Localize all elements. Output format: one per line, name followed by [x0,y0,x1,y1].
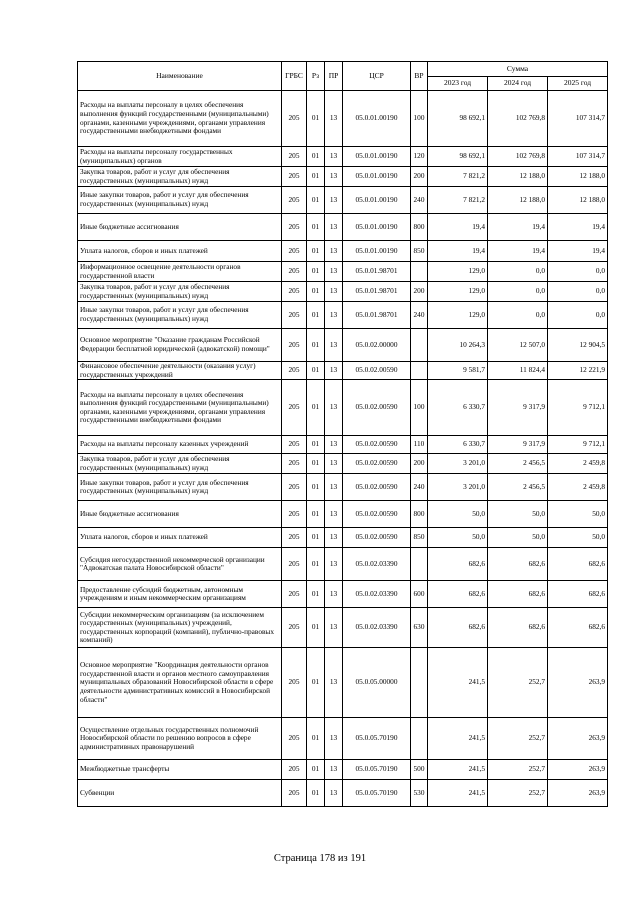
cell-vr: 630 [411,608,428,648]
cell-v2023: 50,0 [428,528,488,548]
cell-pr: 13 [325,147,343,167]
header-year-2023: 2023 год [428,77,488,91]
cell-rz: 01 [307,718,325,760]
table-row [78,780,608,807]
cell-pr: 13 [325,436,343,454]
cell-v2024: 19,4 [488,214,548,241]
cell-v2025: 263,9 [548,760,608,780]
cell-csr: 05.0.02.03390 [343,581,411,608]
cell-name: Основное мероприятие "Оказание гражданам Российской Федерации бесплатной юридической (адвокатской) помощи" [78,329,282,362]
cell-pr: 13 [325,474,343,501]
cell-csr: 05.0.02.00590 [343,501,411,528]
cell-grbs: 205 [282,380,307,436]
table-row [78,91,608,147]
cell-v2023: 98 692,1 [428,91,488,147]
cell-rz: 01 [307,241,325,262]
cell-pr: 13 [325,282,343,302]
cell-csr: 05.0.05.70190 [343,760,411,780]
table-row [78,608,608,648]
cell-rz: 01 [307,147,325,167]
cell-v2025: 12 904,5 [548,329,608,362]
cell-name: Межбюджетные трансферты [78,760,282,780]
cell-v2023: 19,4 [428,214,488,241]
cell-v2023: 241,5 [428,760,488,780]
cell-vr: 850 [411,528,428,548]
table-row [78,282,608,302]
cell-csr: 05.0.05.70190 [343,780,411,807]
cell-pr: 13 [325,581,343,608]
cell-csr: 05.0.01.98701 [343,262,411,282]
cell-v2024: 9 317,9 [488,436,548,454]
cell-name: Иные закупки товаров, работ и услуг для обеспечения государственных (муниципальных) нужд [78,302,282,329]
cell-v2023: 9 581,7 [428,362,488,380]
cell-v2024: 12 188,0 [488,167,548,187]
cell-csr: 05.0.01.00190 [343,147,411,167]
cell-grbs: 205 [282,147,307,167]
cell-vr: 100 [411,91,428,147]
cell-v2024: 252,7 [488,780,548,807]
cell-rz: 01 [307,362,325,380]
table-row [78,501,608,528]
cell-name: Основное мероприятие "Координация деятельности органов государственной власти и органов местного самоуправления муниципальных образований Новосибирской области в сфере деятельности административных комиссий в Новосибирской области" [78,648,282,718]
cell-name: Предоставление субсидий бюджетным, автономным учреждениям и иным некоммерческим организациям [78,581,282,608]
cell-csr: 05.0.05.00000 [343,648,411,718]
header-grbs: ГРБС [282,62,307,91]
cell-v2025: 12 188,0 [548,167,608,187]
cell-grbs: 205 [282,780,307,807]
cell-vr: 200 [411,167,428,187]
table-row [78,241,608,262]
cell-v2025: 263,9 [548,648,608,718]
cell-v2025: 12 221,9 [548,362,608,380]
cell-v2024: 102 769,8 [488,147,548,167]
cell-csr: 05.0.02.00590 [343,436,411,454]
cell-pr: 13 [325,760,343,780]
cell-csr: 05.0.02.00590 [343,454,411,474]
cell-csr: 05.0.01.00190 [343,241,411,262]
cell-vr [411,362,428,380]
cell-rz: 01 [307,214,325,241]
cell-name: Субвенции [78,780,282,807]
table-row [78,214,608,241]
cell-v2025: 12 188,0 [548,187,608,214]
table-header-row [78,62,608,77]
table-row [78,648,608,718]
table-row [78,262,608,282]
cell-v2023: 50,0 [428,501,488,528]
header-vr: ВР [411,62,428,91]
cell-v2025: 19,4 [548,241,608,262]
cell-name: Расходы на выплаты персоналу казенных учреждений [78,436,282,454]
table-row [78,474,608,501]
cell-rz: 01 [307,608,325,648]
cell-csr: 05.0.02.00590 [343,528,411,548]
cell-pr: 13 [325,187,343,214]
cell-v2025: 682,6 [548,608,608,648]
header-year-2024: 2024 год [488,77,548,91]
table-row [78,528,608,548]
table-row [78,380,608,436]
cell-grbs: 205 [282,187,307,214]
cell-v2024: 252,7 [488,760,548,780]
cell-pr: 13 [325,501,343,528]
cell-grbs: 205 [282,608,307,648]
cell-v2025: 50,0 [548,528,608,548]
cell-v2025: 2 459,8 [548,474,608,501]
table-row [78,718,608,760]
cell-rz: 01 [307,436,325,454]
cell-v2024: 2 456,5 [488,474,548,501]
cell-v2025: 0,0 [548,282,608,302]
cell-v2024: 682,6 [488,608,548,648]
cell-vr: 100 [411,380,428,436]
cell-vr: 850 [411,241,428,262]
cell-v2023: 241,5 [428,718,488,760]
cell-v2023: 6 330,7 [428,380,488,436]
table-row [78,187,608,214]
cell-grbs: 205 [282,241,307,262]
cell-v2023: 129,0 [428,302,488,329]
table-body [78,91,608,807]
cell-vr: 500 [411,760,428,780]
cell-grbs: 205 [282,474,307,501]
cell-vr: 240 [411,187,428,214]
cell-pr: 13 [325,718,343,760]
cell-name: Расходы на выплаты персоналу в целях обеспечения выполнения функций государственными (муниципальными) органами, казенными учреждениями, органами управления государственными внебюджетными фондами [78,91,282,147]
cell-v2023: 682,6 [428,608,488,648]
cell-vr [411,718,428,760]
cell-v2025: 19,4 [548,214,608,241]
table-row [78,302,608,329]
cell-grbs: 205 [282,91,307,147]
cell-v2025: 9 712,1 [548,380,608,436]
cell-grbs: 205 [282,760,307,780]
cell-v2025: 9 712,1 [548,436,608,454]
header-name: Наименование [78,62,282,91]
cell-vr: 240 [411,474,428,501]
cell-grbs: 205 [282,501,307,528]
cell-name: Закупка товаров, работ и услуг для обеспечения государственных (муниципальных) нужд [78,454,282,474]
cell-vr [411,548,428,581]
cell-pr: 13 [325,648,343,718]
cell-vr: 240 [411,302,428,329]
cell-v2023: 10 264,3 [428,329,488,362]
cell-v2023: 3 201,0 [428,474,488,501]
cell-v2024: 12 507,0 [488,329,548,362]
cell-grbs: 205 [282,528,307,548]
cell-csr: 05.0.02.00000 [343,329,411,362]
cell-v2024: 682,6 [488,548,548,581]
cell-v2024: 0,0 [488,302,548,329]
table-row [78,581,608,608]
cell-v2023: 682,6 [428,548,488,581]
cell-pr: 13 [325,167,343,187]
cell-v2023: 129,0 [428,262,488,282]
cell-pr: 13 [325,214,343,241]
cell-csr: 05.0.01.00190 [343,187,411,214]
cell-grbs: 205 [282,302,307,329]
cell-v2024: 252,7 [488,648,548,718]
cell-grbs: 205 [282,214,307,241]
cell-grbs: 205 [282,262,307,282]
cell-csr: 05.0.02.00590 [343,380,411,436]
cell-csr: 05.0.01.98701 [343,302,411,329]
cell-pr: 13 [325,241,343,262]
cell-v2024: 19,4 [488,241,548,262]
cell-pr: 13 [325,362,343,380]
cell-v2024: 0,0 [488,262,548,282]
cell-v2024: 0,0 [488,282,548,302]
cell-v2023: 241,5 [428,648,488,718]
cell-rz: 01 [307,282,325,302]
cell-name: Субсидия негосударственной некоммерческой организации "Адвокатская палата Новосибирской области" [78,548,282,581]
table-row [78,147,608,167]
cell-rz: 01 [307,581,325,608]
cell-v2025: 107 314,7 [548,147,608,167]
cell-rz: 01 [307,528,325,548]
table-row [78,454,608,474]
cell-grbs: 205 [282,167,307,187]
cell-grbs: 205 [282,718,307,760]
cell-v2024: 12 188,0 [488,187,548,214]
cell-name: Иные закупки товаров, работ и услуг для обеспечения государственных (муниципальных) нужд [78,187,282,214]
cell-grbs: 205 [282,581,307,608]
cell-vr: 120 [411,147,428,167]
cell-v2023: 682,6 [428,581,488,608]
cell-vr: 800 [411,214,428,241]
cell-v2025: 107 314,7 [548,91,608,147]
cell-csr: 05.0.05.70190 [343,718,411,760]
cell-name: Иные бюджетные ассигнования [78,214,282,241]
cell-pr: 13 [325,262,343,282]
cell-name: Закупка товаров, работ и услуг для обеспечения государственных (муниципальных) нужд [78,282,282,302]
cell-grbs: 205 [282,282,307,302]
table-row [78,362,608,380]
cell-rz: 01 [307,548,325,581]
cell-rz: 01 [307,648,325,718]
cell-v2024: 2 456,5 [488,454,548,474]
cell-name: Расходы на выплаты персоналу в целях обеспечения выполнения функций государственными (муниципальными) органами, казенными учреждениями, органами управления государственными внебюджетными фондами [78,380,282,436]
cell-vr: 110 [411,436,428,454]
header-csr: ЦСР [343,62,411,91]
cell-csr: 05.0.02.00590 [343,362,411,380]
cell-csr: 05.0.02.00590 [343,474,411,501]
cell-v2023: 241,5 [428,780,488,807]
cell-name: Иные закупки товаров, работ и услуг для обеспечения государственных (муниципальных) нужд [78,474,282,501]
cell-pr: 13 [325,528,343,548]
budget-table [77,61,608,807]
cell-v2025: 682,6 [548,548,608,581]
cell-v2025: 0,0 [548,262,608,282]
cell-v2023: 19,4 [428,241,488,262]
cell-v2024: 102 769,8 [488,91,548,147]
cell-v2024: 9 317,9 [488,380,548,436]
cell-v2025: 0,0 [548,302,608,329]
cell-vr: 200 [411,454,428,474]
cell-pr: 13 [325,91,343,147]
cell-rz: 01 [307,262,325,282]
cell-v2023: 98 692,1 [428,147,488,167]
cell-rz: 01 [307,780,325,807]
table-row [78,760,608,780]
cell-v2025: 2 459,8 [548,454,608,474]
cell-vr: 200 [411,282,428,302]
cell-rz: 01 [307,329,325,362]
cell-v2025: 50,0 [548,501,608,528]
table-row [78,329,608,362]
table-row [78,436,608,454]
cell-rz: 01 [307,302,325,329]
cell-grbs: 205 [282,454,307,474]
header-year-2025: 2025 год [548,77,608,91]
cell-grbs: 205 [282,648,307,718]
cell-csr: 05.0.01.98701 [343,282,411,302]
table-row [78,548,608,581]
cell-pr: 13 [325,329,343,362]
cell-v2025: 682,6 [548,581,608,608]
cell-rz: 01 [307,474,325,501]
cell-rz: 01 [307,760,325,780]
cell-v2024: 252,7 [488,718,548,760]
cell-v2024: 50,0 [488,501,548,528]
cell-csr: 05.0.01.00190 [343,214,411,241]
cell-v2023: 129,0 [428,282,488,302]
cell-v2023: 7 821,2 [428,187,488,214]
header-rz: Рз [307,62,325,91]
cell-rz: 01 [307,380,325,436]
cell-v2024: 682,6 [488,581,548,608]
cell-name: Финансовое обеспечение деятельности (оказания услуг) государственных учреждений [78,362,282,380]
cell-csr: 05.0.02.03390 [343,548,411,581]
cell-vr [411,262,428,282]
cell-rz: 01 [307,187,325,214]
cell-vr [411,329,428,362]
page-number: Страница 178 из 191 [273,853,367,864]
cell-vr: 800 [411,501,428,528]
cell-rz: 01 [307,501,325,528]
cell-grbs: 205 [282,548,307,581]
cell-pr: 13 [325,608,343,648]
header-pr: ПР [325,62,343,91]
table-row [78,167,608,187]
cell-v2023: 6 330,7 [428,436,488,454]
cell-name: Иные бюджетные ассигнования [78,501,282,528]
cell-pr: 13 [325,454,343,474]
header-sum: Сумма [428,62,608,77]
cell-v2025: 263,9 [548,780,608,807]
cell-rz: 01 [307,167,325,187]
cell-rz: 01 [307,454,325,474]
cell-vr: 530 [411,780,428,807]
cell-name: Расходы на выплаты персоналу государственных (муниципальных) органов [78,147,282,167]
cell-name: Субсидии некоммерческим организациям (за исключением государственных (муниципальных) учреждений, государственных корпораций (компаний), публично-правовых компаний) [78,608,282,648]
cell-csr: 05.0.02.03390 [343,608,411,648]
cell-grbs: 205 [282,436,307,454]
cell-csr: 05.0.01.00190 [343,167,411,187]
cell-name: Уплата налогов, сборов и иных платежей [78,528,282,548]
cell-v2024: 50,0 [488,528,548,548]
cell-v2023: 7 821,2 [428,167,488,187]
cell-rz: 01 [307,91,325,147]
cell-v2025: 263,9 [548,718,608,760]
cell-vr [411,648,428,718]
cell-v2024: 11 824,4 [488,362,548,380]
cell-grbs: 205 [282,362,307,380]
cell-name: Информационное освещение деятельности органов государственной власти [78,262,282,282]
cell-vr: 600 [411,581,428,608]
cell-csr: 05.0.01.00190 [343,91,411,147]
cell-pr: 13 [325,548,343,581]
cell-name: Осуществление отдельных государственных полномочий Новосибирской области по решению вопросов в сфере административных правонарушений [78,718,282,760]
cell-name: Уплата налогов, сборов и иных платежей [78,241,282,262]
cell-pr: 13 [325,302,343,329]
cell-pr: 13 [325,780,343,807]
cell-v2023: 3 201,0 [428,454,488,474]
cell-pr: 13 [325,380,343,436]
cell-name: Закупка товаров, работ и услуг для обеспечения государственных (муниципальных) нужд [78,167,282,187]
cell-grbs: 205 [282,329,307,362]
